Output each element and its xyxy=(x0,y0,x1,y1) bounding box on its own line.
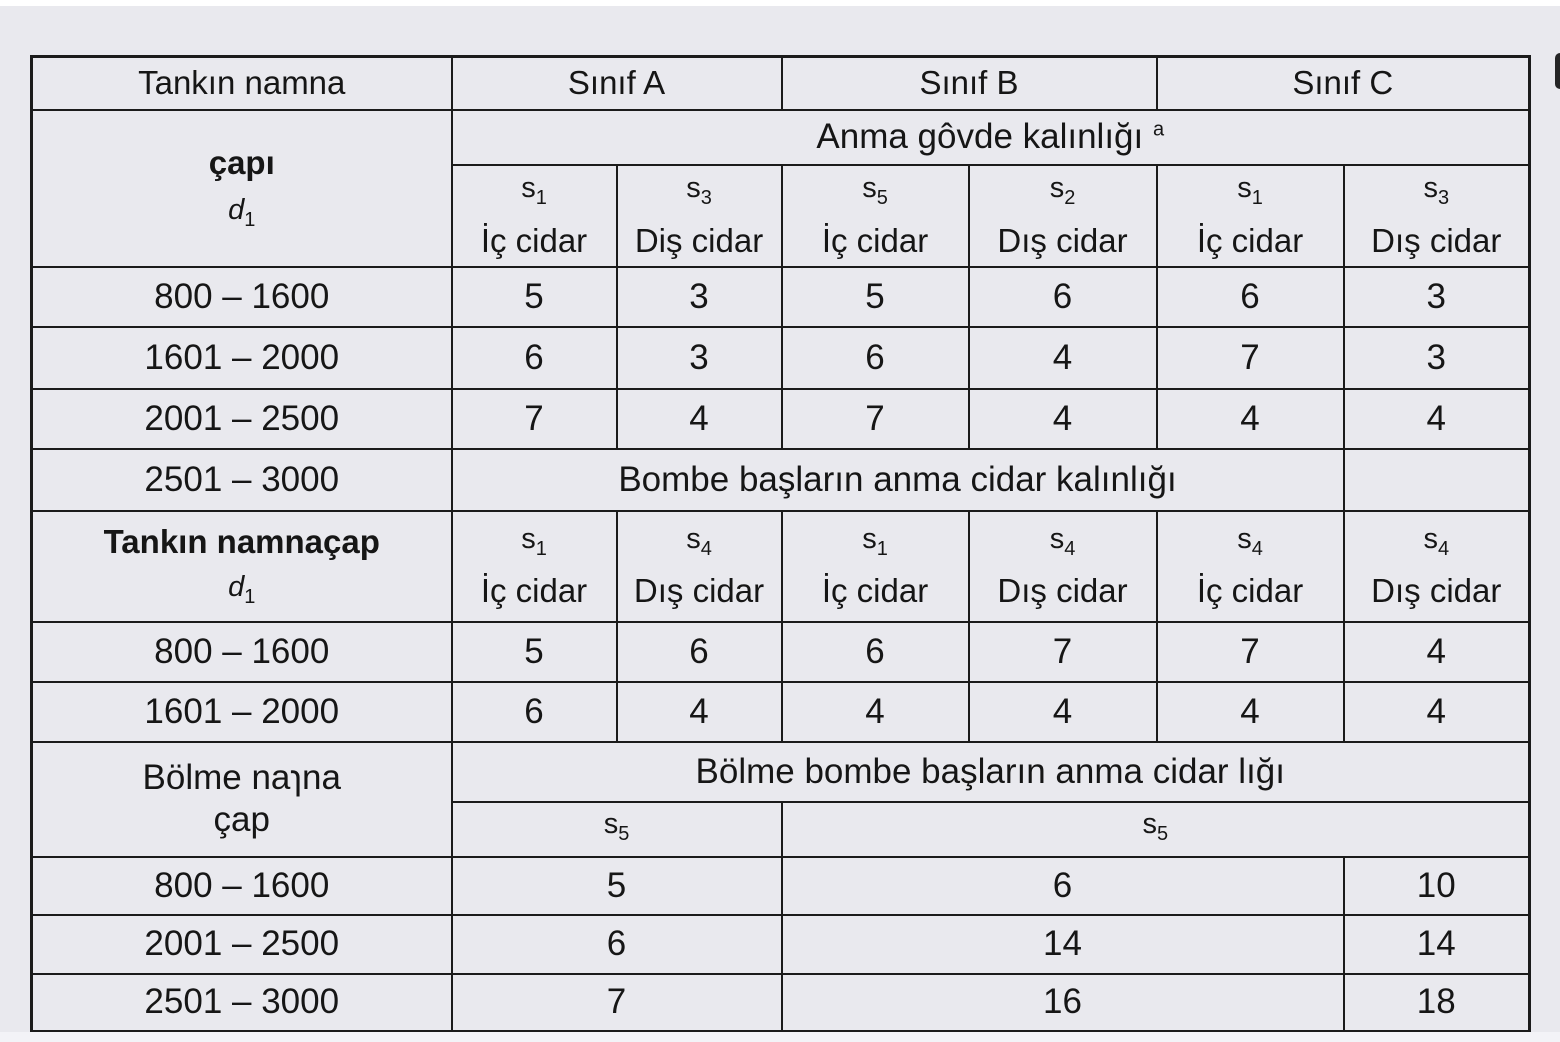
value-cell: 6 xyxy=(452,682,617,742)
cidar-label: Dış cidar xyxy=(633,572,765,610)
d-symbol: d xyxy=(228,194,245,227)
table-row xyxy=(32,511,1530,622)
s-symbol: $s_1$ xyxy=(1237,172,1263,209)
section1-title: Anma gôvde kalınlığı xyxy=(816,117,1144,156)
value-cell: 4 xyxy=(969,327,1157,389)
table-row xyxy=(32,57,1530,110)
value-cell: 6 xyxy=(452,915,782,974)
subcol-header-cell xyxy=(452,511,617,622)
value-cell: 5 xyxy=(782,267,969,327)
class-a-header: Sınıf A xyxy=(452,57,782,110)
section3-corner-cell xyxy=(32,742,452,857)
empty-cell xyxy=(1344,449,1530,511)
table-row xyxy=(32,974,1530,1032)
cidar-label: Dış cidar xyxy=(1371,221,1502,259)
range-cell: 1601 – 2000 xyxy=(32,682,452,742)
s5-header-cell xyxy=(452,802,782,857)
diameter-symbol xyxy=(33,571,451,609)
cidar-label: İç cidar xyxy=(1196,221,1304,259)
value-cell: 6 xyxy=(1157,267,1344,327)
subcol-header-cell xyxy=(782,511,969,622)
subcol-header-cell xyxy=(1157,511,1344,622)
table-row xyxy=(32,682,1530,742)
value-cell: 7 xyxy=(1157,327,1344,389)
cidar-label: Dış cidar xyxy=(1371,572,1502,610)
value-cell: 3 xyxy=(1344,327,1530,389)
value-cell: 5 xyxy=(452,622,617,682)
value-cell: 4 xyxy=(617,389,782,449)
subcol-header-cell xyxy=(1344,511,1530,622)
s-symbol: $s_4$ xyxy=(686,522,712,560)
value-cell: 4 xyxy=(969,682,1157,742)
value-cell: 7 xyxy=(782,389,969,449)
range-cell: 800 – 1600 xyxy=(32,622,452,682)
value-cell: 6 xyxy=(617,622,782,682)
d-subscript: 1 xyxy=(244,585,256,608)
corner-header: Tankın namna xyxy=(32,57,452,110)
s-symbol: $s_1$ xyxy=(521,522,547,560)
value-cell: 3 xyxy=(617,267,782,327)
bottom-margin-strip xyxy=(0,1032,1560,1042)
value-cell: 6 xyxy=(969,267,1157,327)
subcol-header-cell xyxy=(969,511,1157,622)
table-row xyxy=(32,915,1530,974)
s-symbol: $s_3$ xyxy=(1423,172,1450,209)
diameter-corner-cell xyxy=(32,110,452,267)
value-cell: 4 xyxy=(1344,389,1530,449)
cidar-label: İç cidar xyxy=(1196,572,1304,610)
subcol-header-cell xyxy=(782,165,969,267)
range-cell: 2001 – 2500 xyxy=(32,389,452,449)
subcol-header-cell xyxy=(969,165,1157,267)
s5-header-cell xyxy=(782,802,1530,857)
value-cell: 4 xyxy=(617,682,782,742)
cidar-label: İç cidar xyxy=(480,572,588,610)
cidar-label: İç cidar xyxy=(821,221,929,259)
cidar-label: İç cidar xyxy=(480,221,588,259)
table-row xyxy=(32,267,1530,327)
value-cell: 5 xyxy=(452,857,782,915)
range-cell: 2501 – 3000 xyxy=(32,449,452,511)
s-symbol: $s_5$ xyxy=(862,172,888,209)
range-cell: 2501 – 3000 xyxy=(32,974,452,1032)
section2-corner-cell xyxy=(32,511,452,622)
table-row xyxy=(32,110,1530,165)
value-cell: 4 xyxy=(1344,622,1530,682)
cidar-label: Dış cidar xyxy=(997,221,1128,259)
subcol-header-cell xyxy=(617,511,782,622)
section2-corner-title: Tankın namnaçap xyxy=(103,523,380,561)
value-cell: 5 xyxy=(452,267,617,327)
s-symbol: $s_4$ xyxy=(1237,522,1263,560)
section1-title-footnote: a xyxy=(1153,118,1165,141)
subcol-header-cell xyxy=(1157,165,1344,267)
bombe-title-cell: Bombe başların anma cidar kalınlığı xyxy=(452,449,1344,511)
value-cell: 4 xyxy=(1157,389,1344,449)
value-cell: 4 xyxy=(782,682,969,742)
value-cell: 16 xyxy=(782,974,1344,1032)
table-row xyxy=(32,327,1530,389)
value-cell: 4 xyxy=(969,389,1157,449)
d-symbol: d xyxy=(228,571,245,604)
table-row xyxy=(32,389,1530,449)
value-cell: 7 xyxy=(969,622,1157,682)
value-cell: 4 xyxy=(1344,682,1530,742)
class-c-header: Sınıf C xyxy=(1157,57,1530,110)
value-cell: 18 xyxy=(1344,974,1530,1032)
s-symbol: $s_5$ xyxy=(1142,808,1169,845)
range-cell: 1601 – 2000 xyxy=(32,327,452,389)
value-cell: 6 xyxy=(452,327,617,389)
range-cell: 800 – 1600 xyxy=(32,267,452,327)
value-cell: 3 xyxy=(617,327,782,389)
value-cell: 7 xyxy=(452,974,782,1032)
s-symbol: $s_2$ xyxy=(1049,172,1076,209)
subcol-header-cell xyxy=(617,165,782,267)
section3-corner-line1: Bölme naɿna xyxy=(142,758,341,797)
s-symbol: $s_1$ xyxy=(521,172,547,209)
value-cell: 3 xyxy=(1344,267,1530,327)
value-cell: 10 xyxy=(1344,857,1530,915)
range-cell: 2001 – 2500 xyxy=(32,915,452,974)
s-symbol: $s_5$ xyxy=(603,808,630,845)
table-row xyxy=(32,622,1530,682)
range-cell: 800 – 1600 xyxy=(32,857,452,915)
top-margin-strip xyxy=(0,0,1560,6)
table-row xyxy=(32,857,1530,915)
value-cell: 6 xyxy=(782,327,969,389)
value-cell: 4 xyxy=(1157,682,1344,742)
cidar-label: Dış cidar xyxy=(997,572,1128,610)
table-row xyxy=(32,742,1530,802)
right-edge-artifact xyxy=(1555,53,1560,89)
s-symbol: $s_4$ xyxy=(1049,522,1076,560)
thickness-spec-table xyxy=(30,55,1531,1033)
class-b-header: Sınıf B xyxy=(782,57,1157,110)
subcol-header-cell xyxy=(452,165,617,267)
corner-line-capi: çapı xyxy=(208,144,275,182)
d-subscript: 1 xyxy=(244,208,256,231)
section3-title-cell: Bölme bombe başların anma cidar lığı xyxy=(452,742,1530,802)
table-row xyxy=(32,449,1530,511)
subcol-header-cell xyxy=(1344,165,1530,267)
cidar-label: Diş cidar xyxy=(634,221,764,259)
section3-corner-line2: çap xyxy=(213,800,270,839)
cidar-label: İç cidar xyxy=(821,572,929,610)
value-cell: 7 xyxy=(1157,622,1344,682)
value-cell: 6 xyxy=(782,622,969,682)
s-symbol: $s_1$ xyxy=(862,522,888,560)
value-cell: 14 xyxy=(1344,915,1530,974)
value-cell: 14 xyxy=(782,915,1344,974)
section1-title-cell xyxy=(452,110,1530,165)
s-symbol: $s_4$ xyxy=(1423,522,1450,560)
value-cell: 6 xyxy=(782,857,1344,915)
s-symbol: $s_3$ xyxy=(686,172,712,209)
diameter-symbol xyxy=(33,194,451,232)
value-cell: 7 xyxy=(452,389,617,449)
